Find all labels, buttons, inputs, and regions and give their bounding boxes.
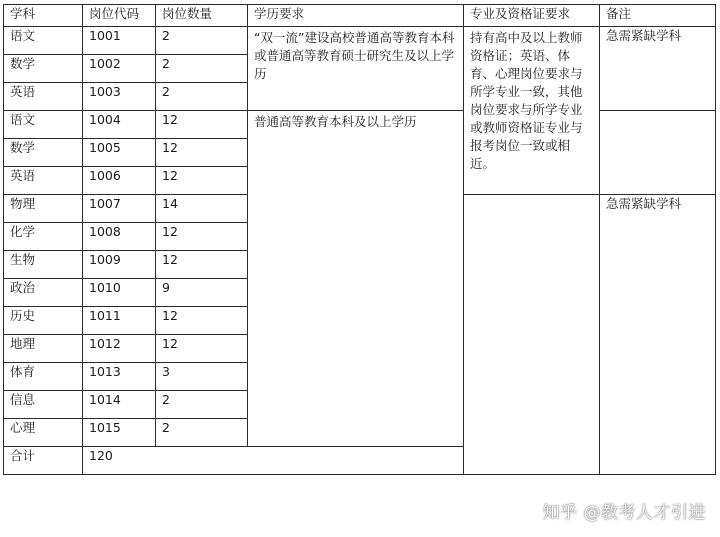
- cell-subject: 历史: [4, 307, 83, 335]
- total-row: [4, 447, 716, 475]
- cell-count: 12: [156, 167, 248, 195]
- note-empty: [600, 111, 716, 195]
- cell-count: 3: [156, 363, 248, 391]
- cell-code: 1002: [83, 55, 156, 83]
- cell-count: 2: [156, 55, 248, 83]
- cell-subject: 政治: [4, 279, 83, 307]
- cell-code: 1011: [83, 307, 156, 335]
- cell-subject: 地理: [4, 335, 83, 363]
- table-row: [4, 111, 716, 139]
- cell-code: 1007: [83, 195, 156, 223]
- cell-code: 1005: [83, 139, 156, 167]
- header-count: 岗位数量: [156, 5, 248, 27]
- qualification-empty: [464, 195, 600, 475]
- cell-code: 1004: [83, 111, 156, 139]
- cell-code: 1006: [83, 167, 156, 195]
- education-requirement-bottom: 普通高等教育本科及以上学历: [248, 111, 464, 447]
- cell-count: 12: [156, 111, 248, 139]
- cell-code: 1001: [83, 27, 156, 55]
- cell-count: 12: [156, 251, 248, 279]
- cell-code: 1003: [83, 83, 156, 111]
- total-value: 120: [83, 447, 716, 475]
- qualification-requirement: 持有高中及以上教师资格证；英语、体育、心理岗位要求与所学专业一致，其他岗位要求与所学专业或教师资格证专业与报考岗位一致或相近。: [464, 27, 600, 195]
- note-urgent-1: 急需紧缺学科: [600, 27, 716, 111]
- cell-subject: 信息: [4, 391, 83, 419]
- cell-count: 2: [156, 83, 248, 111]
- cell-count: 2: [156, 27, 248, 55]
- watermark: 知乎 @教考人才引进: [542, 503, 706, 523]
- note-urgent-2: 急需紧缺学科: [600, 195, 716, 475]
- cell-subject: 心理: [4, 419, 83, 447]
- cell-code: 1014: [83, 391, 156, 419]
- cell-subject: 化学: [4, 223, 83, 251]
- cell-count: 2: [156, 391, 248, 419]
- cell-subject: 生物: [4, 251, 83, 279]
- cell-subject: 数学: [4, 55, 83, 83]
- cell-count: 2: [156, 419, 248, 447]
- cell-count: 12: [156, 139, 248, 167]
- table-row: [4, 27, 716, 55]
- cell-subject: 语文: [4, 27, 83, 55]
- cell-count: 14: [156, 195, 248, 223]
- header-qualification: 专业及资格证要求: [464, 5, 600, 27]
- cell-subject: 英语: [4, 167, 83, 195]
- recruitment-table: [3, 4, 716, 475]
- header-row: [4, 5, 716, 27]
- cell-code: 1013: [83, 363, 156, 391]
- cell-count: 12: [156, 307, 248, 335]
- total-label: 合计: [4, 447, 83, 475]
- header-code: 岗位代码: [83, 5, 156, 27]
- header-note: 备注: [600, 5, 716, 27]
- cell-count: 12: [156, 223, 248, 251]
- cell-code: 1012: [83, 335, 156, 363]
- cell-code: 1015: [83, 419, 156, 447]
- header-education: 学历要求: [248, 5, 464, 27]
- header-subject: 学科: [4, 5, 83, 27]
- cell-code: 1008: [83, 223, 156, 251]
- cell-subject: 物理: [4, 195, 83, 223]
- cell-count: 12: [156, 335, 248, 363]
- education-requirement-top: “双一流”建设高校普通高等教育本科或普通高等教育硕士研究生及以上学历: [248, 27, 464, 111]
- cell-subject: 体育: [4, 363, 83, 391]
- cell-subject: 英语: [4, 83, 83, 111]
- cell-count: 9: [156, 279, 248, 307]
- cell-subject: 语文: [4, 111, 83, 139]
- cell-subject: 数学: [4, 139, 83, 167]
- cell-code: 1009: [83, 251, 156, 279]
- cell-code: 1010: [83, 279, 156, 307]
